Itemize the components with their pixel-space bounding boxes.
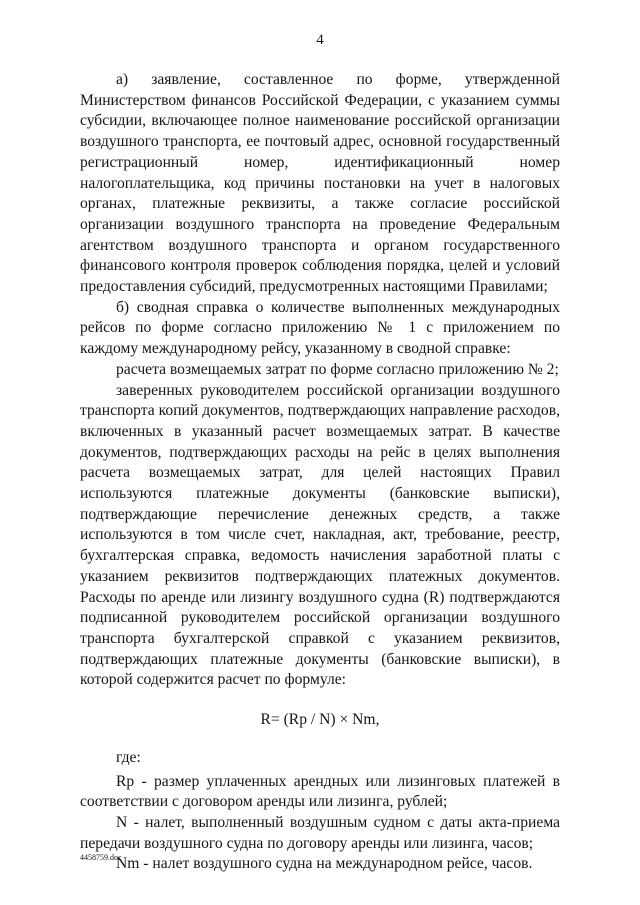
formula: R= (Rp / N) × Nm, xyxy=(260,711,380,729)
document-body xyxy=(80,70,560,875)
paragraph-certified-copies: заверенных руководителем российской организации воздушного транспорта копий документов, подтверждающих направление расходов, включенных в указанный расчет возмещаемых затрат. В качестве документов, подтверждающих расходы на рейс в целях выполнения расчета возмещаемых затрат, для целей настоящих Правил используются платежные документы (банковские выписки), подтверждающие перечисление денежных средств, а также используются в том числе счет, накладная, акт, требование, реестр, бухгалтерская справка, ведомость начисления заработной платы с указанием реквизитов подтверждающих платежных документов. Расходы по аренде или лизингу воздушного судна (R) подтверждаются подписанной руководителем российской организации воздушного транспорта бухгалтерской справкой с указанием реквизитов, подтверждающих платежные документы (банковские выписки), в которой содержится расчет по формуле: xyxy=(80,381,560,689)
footer-filename: 4458759.doc xyxy=(80,853,122,862)
paragraph-a: а) заявление, составленное по форме, утвержденной Министерством финансов Российской Федерации, с указанием суммы субсидии, включающее полное наименование российской организации воздушного транспорта, ее почтовый адрес, основной государственный регистрационный номер, идентификационный номер налогоплательщика, код причины постановки на учет в налоговых органах, платежные реквизиты, а также согласие российской организации воздушного транспорта на проведение Федеральным агентством воздушного транспорта и органом государственного финансового контроля проверок соблюдения порядка, целей и условий предоставления субсидий, предусмотренных настоящими Правилами; xyxy=(80,71,560,296)
definition-n: N - налет, выполненный воздушным судном с даты акта-приема передачи воздушного судна по договору аренды или лизинга, часов; xyxy=(80,813,560,852)
where-label: где: xyxy=(116,748,141,766)
definition-nm: Nm - налет воздушного судна на международном рейсе, часов. xyxy=(116,855,533,873)
paragraph-b: б) сводная справка о количестве выполненных международных рейсов по форме согласно приложению № 1 с приложением по каждому международному рейсу, указанному в сводной справке: xyxy=(80,298,560,358)
paragraph-calculation: расчета возмещаемых затрат по форме согласно приложению № 2; xyxy=(116,360,559,378)
page-number: 4 xyxy=(316,32,324,48)
definition-rp: Rp - размер уплаченных арендных или лизинговых платежей в соответствии с договором аренды или лизинга, рублей; xyxy=(80,772,560,811)
